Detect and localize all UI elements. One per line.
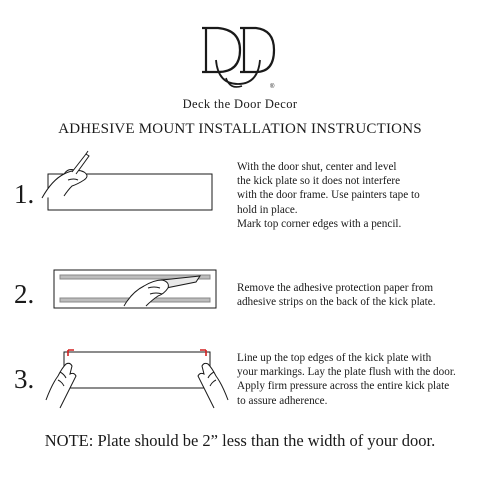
width-note: NOTE: Plate should be 2” less than the width of your door. <box>44 431 436 450</box>
page-title: ADHESIVE MOUNT INSTALLATION INSTRUCTIONS <box>58 121 422 137</box>
step-2-illustration <box>50 266 220 312</box>
step-1-illustration <box>38 150 218 216</box>
step-number: 1. <box>14 179 35 209</box>
step-2-text: Remove the adhesive protection paper from adhesive strips on the back of the kick plate. <box>237 282 436 309</box>
step-number: 3. <box>14 364 35 394</box>
svg-text:®: ® <box>270 84 275 90</box>
step-3-illustration <box>44 344 230 410</box>
step-1-text: With the door shut, center and level the kick plate so it does not interfere with the door frame. Use painters tape to hold in place. Mark top corner edges with a pencil. <box>237 161 420 230</box>
brand-name: Deck the Door Decor <box>182 97 298 111</box>
dd-monogram-logo-icon <box>196 20 282 92</box>
step-number: 2. <box>14 279 35 309</box>
step-3-text: Line up the top edges of the kick plate with your markings. Lay the plate flush with the door. Apply firm pressure across the entire kick plate to assure adherence. <box>237 352 456 407</box>
kick-plate-outline <box>64 352 210 388</box>
